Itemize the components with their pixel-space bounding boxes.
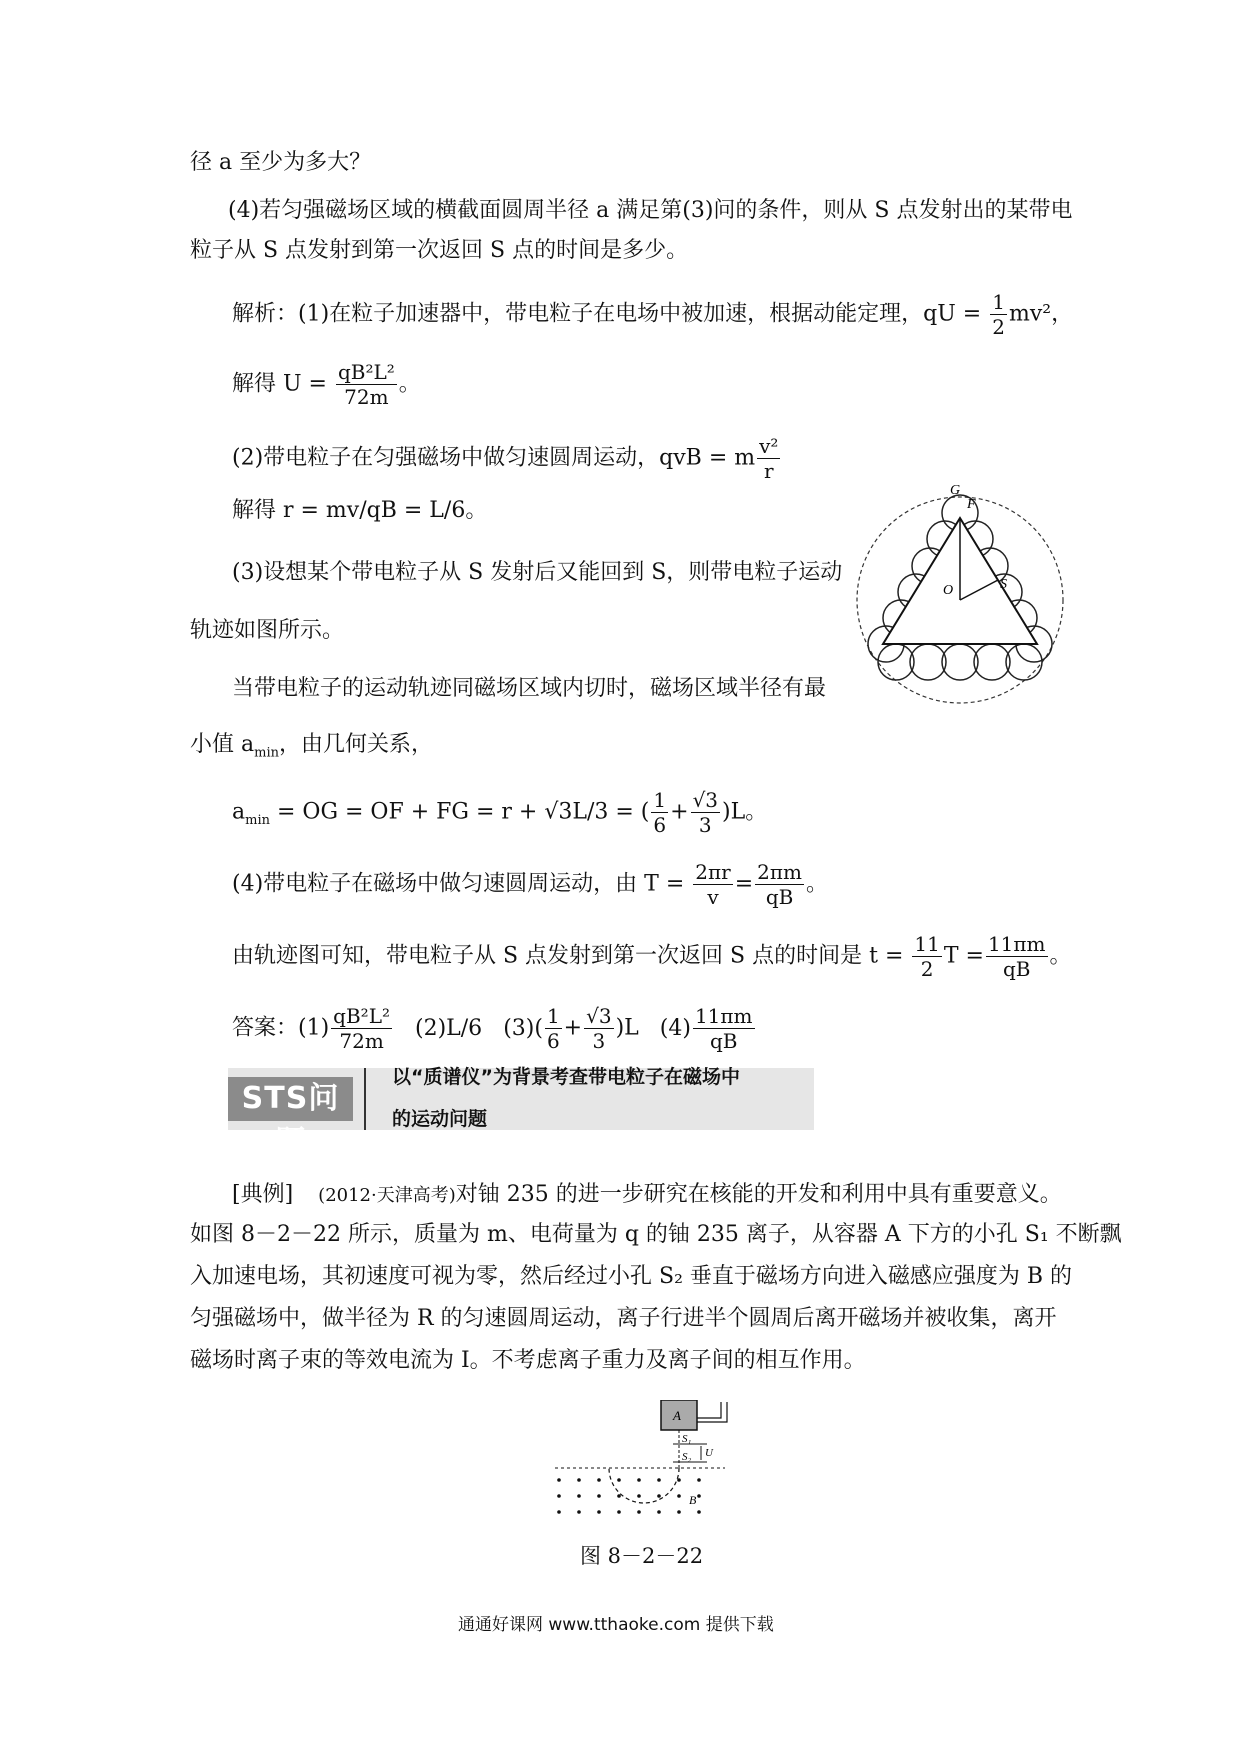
- fraction-v2-r: $\frac{\text{v²}}{r}$: [759, 434, 779, 483]
- solution-1-tail: mv²，: [1008, 301, 1074, 327]
- trajectory-figure: [850, 470, 1070, 730]
- sts-title-line-2: 的运动问题: [392, 1108, 488, 1130]
- answer-4-frac: $\frac{11\pi m}{qB}$: [694, 1004, 753, 1053]
- solution-4-text: (4)带电粒子在磁场中做匀速圆周运动，由 T =: [232, 871, 685, 897]
- inlet-pipe-outer: [697, 1402, 727, 1422]
- label-f: F: [967, 497, 976, 512]
- example-line-3: 入加速电场，其初速度可视为零，然后经过小孔 S₂ 垂直于磁场方向进入磁感应强度为 B 的: [190, 1264, 1073, 1289]
- label-s: S: [1000, 577, 1007, 592]
- plus-sign: +: [670, 799, 689, 825]
- label-s1: S₁: [682, 1433, 692, 1445]
- footer: 通通好课网 www.tthaoke.com 提供下载: [458, 1615, 774, 1635]
- inlet-pipe: [697, 1402, 721, 1418]
- example-line-1-text: 对铀 235 的进一步研究在核能的开发和利用中具有重要意义。: [455, 1182, 1062, 1207]
- solution-3-line-1: (3)设想某个带电粒子从 S 发射后又能回到 S，则带电粒子运动: [232, 560, 843, 585]
- solution-1-result: [232, 362, 421, 407]
- equals-sign: =: [734, 871, 754, 897]
- label-b: B: [689, 1493, 697, 1507]
- solution-1-text: 解析：(1)在粒子加速器中，带电粒子在电场中被加速，根据动能定理，qU =: [232, 301, 982, 327]
- solution-4-result-text: 由轨迹图可知，带电粒子从 S 点发射到第一次返回 S 点的时间是 t =: [232, 943, 904, 969]
- fraction-11-2: $\frac{11}{2}$: [914, 932, 940, 981]
- answer-3-frac-2: $\frac{√3}{3}$: [586, 1004, 612, 1053]
- label-o: O: [943, 583, 954, 598]
- answer-3-plus: +: [563, 1015, 583, 1041]
- question-4-line-1: (4)若匀强磁场区域的横截面圆周半径 a 满足第(3)问的条件，则从 S 点发射出的某带电: [228, 198, 1073, 223]
- sts-divider: [364, 1068, 366, 1130]
- question-4-line-2: 粒子从 S 点发射到第一次返回 S 点的时间是多少。: [190, 238, 689, 263]
- answer-3-frac-1: $\frac{1}{6}$: [546, 1004, 560, 1053]
- fraction-2pir-v: $\frac{2\pi r}{v}$: [695, 860, 731, 909]
- solution-2-result: 解得 r = mv/qB = L/6。: [232, 498, 488, 523]
- solution-1-result-tail: 。: [398, 371, 421, 397]
- answer-4-prefix: (4): [659, 1015, 691, 1041]
- solution-1-line: [232, 292, 1073, 337]
- sts-label: STS问题: [228, 1077, 353, 1121]
- solution-4-result-tail: 。: [1049, 943, 1072, 969]
- a-min-subscript: min: [254, 745, 279, 761]
- label-g: G: [950, 483, 961, 498]
- a-symbol: a: [232, 799, 246, 825]
- label-u: U: [705, 1447, 713, 1459]
- formula-tail: )L。: [722, 799, 768, 825]
- ion-path: [609, 1468, 679, 1503]
- formula-mid: = OG = OF + FG = r + √3L/3 = (: [269, 799, 650, 825]
- solution-3-line-4: [190, 730, 433, 768]
- solution-1-result-text: 解得 U =: [232, 371, 327, 397]
- sts-title-line-1: 以“质谱仪”为背景考查带电粒子在磁场中: [392, 1066, 740, 1088]
- solution-3-line-4-text: 小值 a: [190, 732, 255, 757]
- example-line-4: 匀强磁场中，做半径为 R 的匀速圆周运动，离子行进半个圆周后离开磁场并被收集，离开: [190, 1306, 1057, 1331]
- solution-4-line: [232, 862, 828, 907]
- answers-line: [232, 1006, 757, 1051]
- example-source: (2012·天津高考): [318, 1185, 456, 1206]
- answer-3-prefix: (3)(: [503, 1015, 543, 1041]
- fraction-u: $\frac{\text{qB²L²}}{72m}$: [337, 360, 395, 409]
- example-line-1: [232, 1180, 1062, 1211]
- magnetic-field-dots: [557, 1478, 701, 1514]
- example-tag: [典例]: [232, 1182, 294, 1207]
- solution-4-result-mid: T =: [943, 943, 984, 969]
- fraction-half: $\frac{1}{2}$: [992, 290, 1005, 339]
- solution-2-line: [232, 436, 782, 481]
- fraction-11pim-qb: $\frac{11\pi m}{qB}$: [987, 932, 1046, 981]
- answer-1: $\frac{\text{qB²L²}}{72m}$: [333, 1004, 390, 1053]
- solution-3-formula: [232, 790, 767, 836]
- fraction-2pim-qb: $\frac{2\pi m}{qB}$: [757, 860, 802, 909]
- figure-caption: 图 8－2－22: [580, 1544, 704, 1568]
- a-min-sub: min: [245, 812, 270, 828]
- solution-3-line-3: 当带电粒子的运动轨迹同磁场区域内切时，磁场区域半径有最: [232, 676, 827, 701]
- example-line-2: 如图 8－2－22 所示，质量为 m、电荷量为 q 的铀 235 离子，从容器 A 下方的小孔 S₁ 不断飘: [190, 1222, 1122, 1247]
- label-a: A: [673, 1408, 681, 1423]
- solution-3-line-2: 轨迹如图所示。: [190, 618, 345, 643]
- fraction-sqrt3-3: $\frac{√3}{3}$: [692, 788, 719, 837]
- question-3-tail: 径 a 至少为多大？: [190, 150, 372, 175]
- fraction-1-6: $\frac{1}{6}$: [653, 788, 667, 837]
- solution-2-text: (2)带电粒子在匀强磁场中做匀速圆周运动，qvB = m: [232, 445, 756, 471]
- answers-label: 答案：(1): [232, 1015, 330, 1041]
- mass-spectrometer-figure: [555, 1400, 735, 1530]
- solution-4-tail: 。: [805, 871, 828, 897]
- solution-4-result: [232, 934, 1072, 979]
- label-s2: S₂: [682, 1451, 692, 1463]
- example-line-5: 磁场时离子束的等效电流为 I。不考虑离子重力及离子间的相互作用。: [190, 1348, 866, 1373]
- solution-3-line-4-tail: ，由几何关系，: [278, 732, 433, 757]
- answer-3-tail: )L: [615, 1015, 639, 1041]
- answer-2: (2)L/6: [415, 1015, 483, 1041]
